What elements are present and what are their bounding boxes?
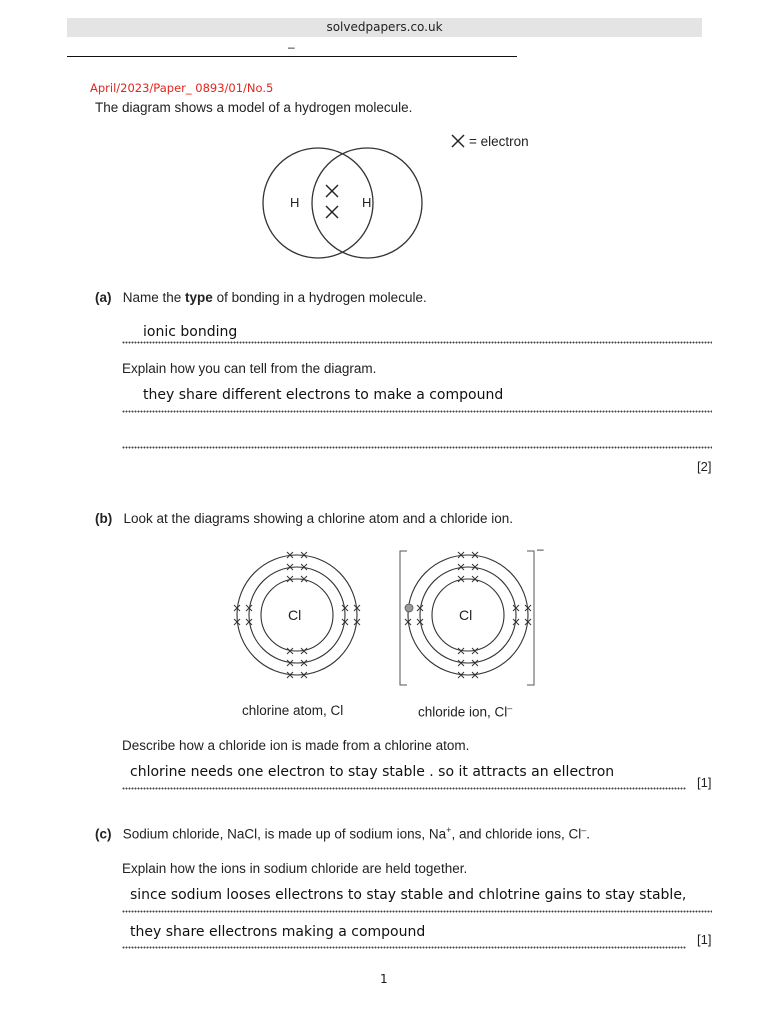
site-name: solvedpapers.co.uk (326, 20, 443, 34)
part-c-question-text-2: , and chloride ions, Cl (451, 826, 582, 842)
part-b-prompt: Describe how a chloride ion is made from a chlorine atom. (122, 738, 470, 753)
hydrogen-atom-left-circle (263, 148, 373, 258)
part-b-marks: [1] (697, 775, 712, 790)
part-c-answer-2[interactable]: they share ellectrons making a compound (130, 924, 426, 940)
atom-label-right: H (362, 195, 372, 210)
part-c-question (95, 825, 590, 842)
part-a-answer-1[interactable]: ionic bonding (143, 324, 238, 340)
answer-line (122, 946, 686, 949)
part-a-marks: [2] (697, 459, 712, 474)
gained-electron-dot (405, 604, 413, 612)
part-a-prompt-2: Explain how you can tell from the diagram. (122, 361, 377, 376)
part-c-chloride-charge: – (581, 825, 587, 835)
intro-text: The diagram shows a model of a hydrogen molecule. (95, 100, 413, 115)
part-a-question-bold: type (185, 290, 213, 305)
chlorine-atom-caption: chlorine atom, Cl (242, 703, 344, 718)
part-b-question-text: Look at the diagrams showing a chlorine atom and a chloride ion. (123, 511, 513, 526)
header-dash: – (288, 40, 295, 54)
answer-line (122, 787, 686, 790)
part-c-label: (c) (95, 826, 112, 842)
chloride-ion-caption-charge: – (507, 703, 513, 713)
atom-label-left: H (290, 195, 300, 210)
shared-electron-pair (326, 185, 338, 218)
part-b-label: (b) (95, 511, 113, 526)
chloride-ion-caption (418, 703, 512, 720)
electron-legend-label: = electron (469, 134, 529, 149)
part-b-question (95, 511, 513, 526)
part-a-question-end: of bonding in a hydrogen molecule. (212, 290, 427, 305)
part-a-label: (a) (95, 290, 112, 305)
page-number: 1 (380, 972, 388, 986)
header-rule (67, 56, 517, 57)
site-header-bar (67, 18, 702, 37)
answer-line (122, 410, 712, 413)
part-b-answer[interactable]: chlorine needs one electron to stay stable . so it attracts an ellectron (130, 764, 615, 780)
chloride-ion-symbol: Cl (459, 607, 473, 623)
chlorine-diagrams (225, 543, 555, 691)
part-a-answer-2[interactable]: they share different electrons to make a compound (143, 387, 504, 403)
part-c-question-text-3: . (586, 826, 591, 842)
part-c-prompt: Explain how the ions in sodium chloride are held together. (122, 861, 468, 876)
answer-line (122, 446, 712, 449)
chloride-ion-charge: – (537, 543, 544, 556)
chloride-ion-diagram (400, 543, 544, 685)
part-a-question-start: Name the (122, 290, 186, 305)
chlorine-atom-diagram (234, 552, 360, 678)
part-c-question-text-1: Sodium chloride, NaCl, is made up of sodium ions, Na (122, 826, 447, 842)
answer-line (122, 341, 712, 344)
paper-reference: April/2023/Paper_ 0893/01/No.5 (90, 81, 274, 95)
part-c-answer-1[interactable]: since sodium looses ellectrons to stay stable and chlotrine gains to stay stable, (130, 887, 687, 903)
chlorine-atom-symbol: Cl (288, 607, 302, 623)
answer-line (122, 910, 712, 913)
part-c-sodium-charge: + (446, 825, 452, 835)
part-c-marks: [1] (697, 932, 712, 947)
hydrogen-molecule-diagram (240, 130, 550, 260)
part-a-question (95, 290, 427, 305)
chloride-ion-caption-text: chloride ion, Cl (418, 704, 508, 720)
electron-legend-cross-icon (452, 135, 464, 147)
